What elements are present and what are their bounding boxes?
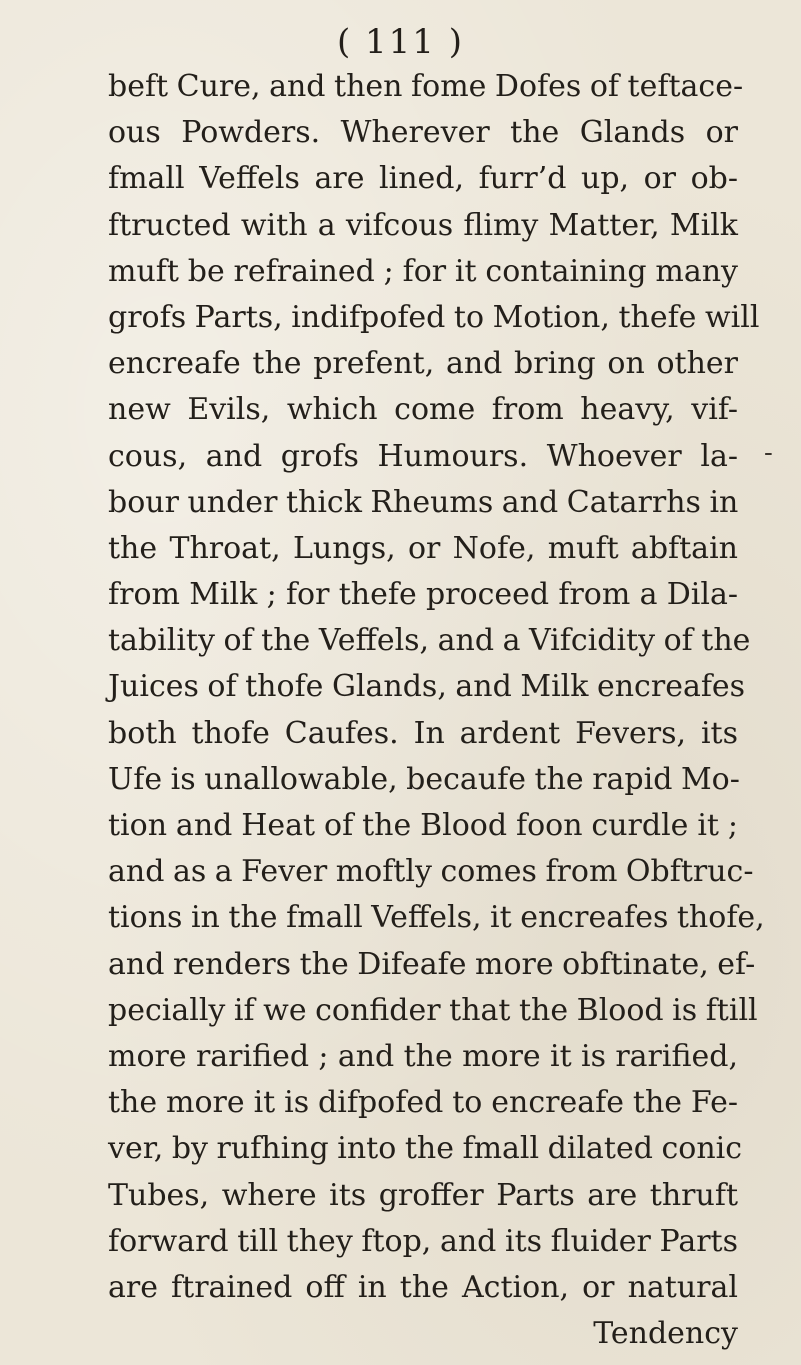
text-line: more rarified ; and the more it is rarified, [108, 1038, 738, 1074]
text-line: forward till they ftop, and its fluider Parts [108, 1223, 738, 1259]
text-line: encreafe the prefent, and bring on other [108, 346, 738, 382]
text-line: from Milk ; for thefe proceed from a Dila- [108, 577, 738, 613]
text-line: Tubes, where its groffer Parts are thruft [108, 1177, 738, 1213]
body-text [108, 64, 765, 1357]
text-line: Juices of thofe Glands, and Milk encreafes [108, 669, 746, 705]
text-line: Ufe is unallowable, becaufe the rapid Mo- [108, 761, 740, 797]
text-line: new Evils, which come from heavy, vif- [108, 392, 738, 428]
text-line: the Throat, Lungs, or Nofe, muft abftain [108, 530, 738, 566]
text-line: cous, and grofs Humours. Whoever la- [108, 438, 738, 474]
text-line: bour under thick Rheums and Catarrhs in [108, 484, 739, 520]
text-line: grofs Parts, indifpofed to Motion, thefe will [108, 299, 760, 335]
text-line: tion and Heat of the Blood foon curdle it ; [108, 808, 738, 843]
text-line: are ftrained off in the Action, or natural [108, 1269, 738, 1305]
text-line: tability of the Veffels, and a Vifcidity of the [108, 623, 751, 659]
catchword: Tendency [593, 1316, 738, 1352]
text-line: and as a Fever moftly comes from Obftruc- [108, 854, 754, 890]
text-line: tions in the fmall Veffels, it encreafes thofe, [108, 900, 765, 936]
text-line: and renders the Difeafe more obftinate, ef- [108, 946, 756, 982]
text-line: pecially if we confider that the Blood is ftill [108, 992, 758, 1028]
text-line: ver, by rufhing into the fmall dilated conic [108, 1131, 743, 1167]
text-line: beft Cure, and then fome Dofes of teftace- [108, 69, 744, 104]
text-line: fmall Veffels are lined, furr’d up, or ob- [108, 161, 738, 197]
text-line: both thofe Caufes. In ardent Fevers, its [108, 715, 738, 751]
margin-mark: - [764, 438, 773, 468]
text-line: ous Powders. Wherever the Glands or [108, 115, 738, 151]
page-number: ( 111 ) [336, 22, 465, 62]
text-line: the more it is difpofed to encreafe the Fe- [108, 1085, 738, 1121]
text-line: muft be refrained ; for it containing many [108, 253, 738, 289]
text-line: ftructed with a vifcous flimy Matter, Milk [108, 207, 738, 243]
